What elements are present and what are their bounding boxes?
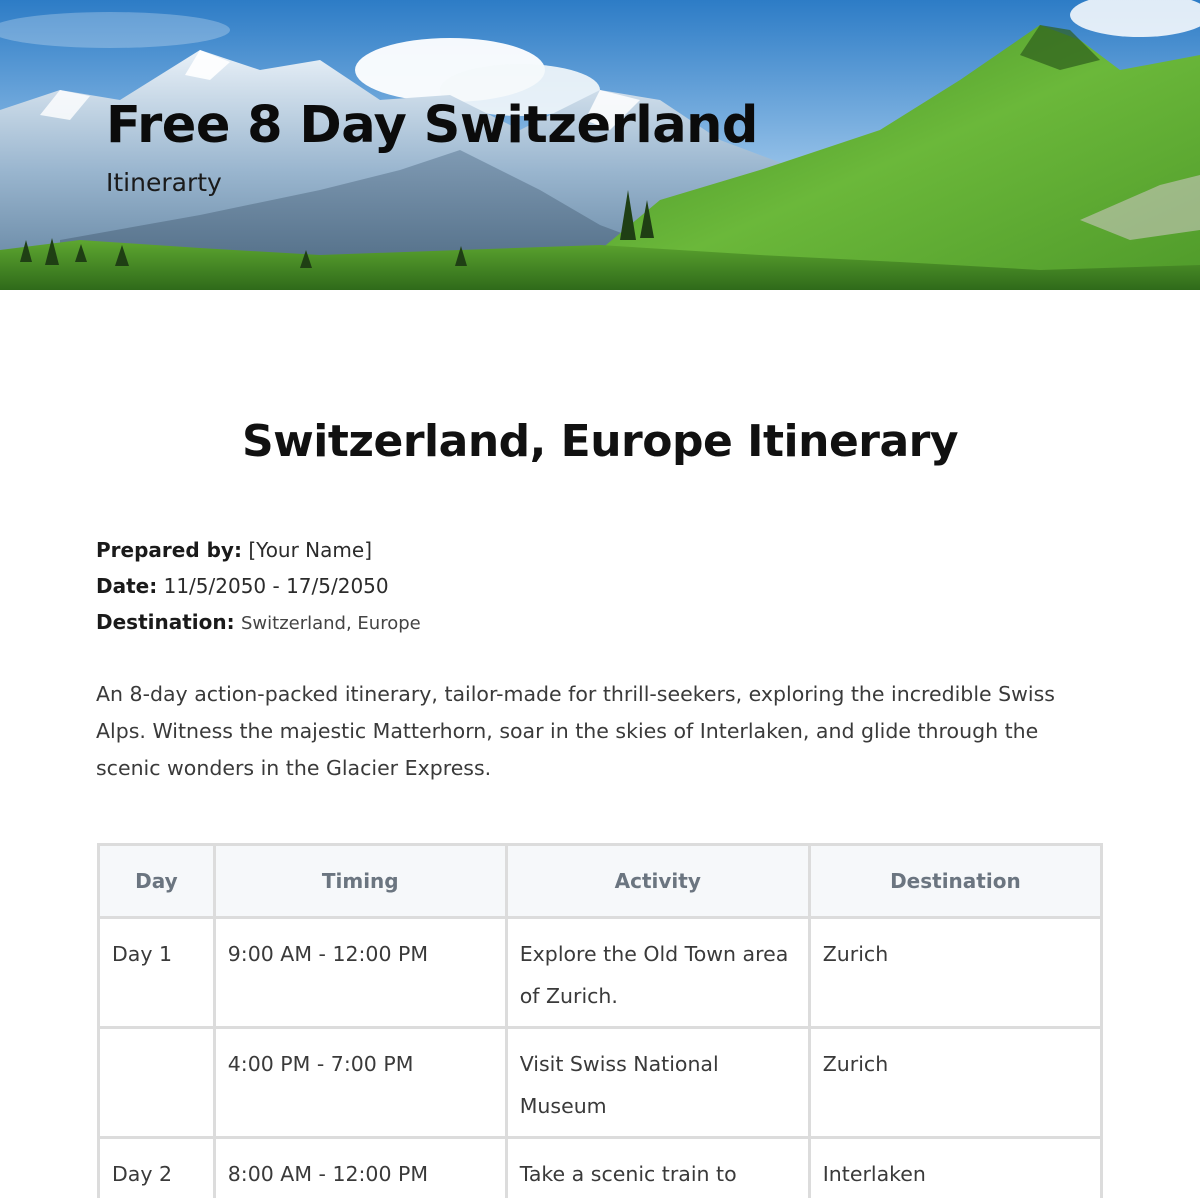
itinerary-table <box>97 843 1103 1198</box>
document-title: Switzerland, Europe Itinerary <box>241 416 959 467</box>
document-meta <box>96 536 421 644</box>
table-row <box>99 1138 1102 1198</box>
prepared-by-row <box>96 536 421 572</box>
cell-destination: Interlaken <box>809 1138 1101 1198</box>
cell-day: Day 2 <box>99 1138 215 1198</box>
cell-timing: 8:00 AM - 12:00 PM <box>214 1138 506 1198</box>
hero-title: Free 8 Day Switzerland <box>106 96 758 155</box>
column-header-timing: Timing <box>214 845 506 918</box>
date-value: 11/5/2050 - 17/5/2050 <box>163 574 389 598</box>
table-row <box>99 1028 1102 1138</box>
cell-timing: 4:00 PM - 7:00 PM <box>214 1028 506 1138</box>
date-label: Date: <box>96 574 158 598</box>
cell-activity: Explore the Old Town area of Zurich. <box>506 918 809 1028</box>
cell-day <box>99 1028 215 1138</box>
cell-timing: 9:00 AM - 12:00 PM <box>214 918 506 1028</box>
cell-activity: Visit Swiss National Museum <box>506 1028 809 1138</box>
column-header-activity: Activity <box>506 845 809 918</box>
destination-label: Destination: <box>96 610 235 634</box>
column-header-day: Day <box>99 845 215 918</box>
table-header-row <box>99 845 1102 918</box>
hero-banner <box>0 0 1200 290</box>
destination-row <box>96 608 421 644</box>
cell-activity: Take a scenic train to <box>506 1138 809 1198</box>
prepared-by-label: Prepared by: <box>96 538 242 562</box>
table-row <box>99 918 1102 1028</box>
date-row <box>96 572 421 608</box>
cell-day: Day 1 <box>99 918 215 1028</box>
cell-destination: Zurich <box>809 918 1101 1028</box>
destination-value: Switzerland, Europe <box>240 613 421 634</box>
cell-destination: Zurich <box>809 1028 1101 1138</box>
hero-subtitle: Itinerarty <box>106 168 222 197</box>
intro-paragraph: An 8-day action-packed itinerary, tailor-made for thrill-seekers, exploring the incredible Swiss Alps. Witness the majestic Matterhorn, soar in the skies of Interlaken, and glide through the scenic wonders in the Glacier Express. <box>96 682 1055 780</box>
column-header-destination: Destination <box>809 845 1101 918</box>
prepared-by-value: [Your Name] <box>248 538 372 562</box>
